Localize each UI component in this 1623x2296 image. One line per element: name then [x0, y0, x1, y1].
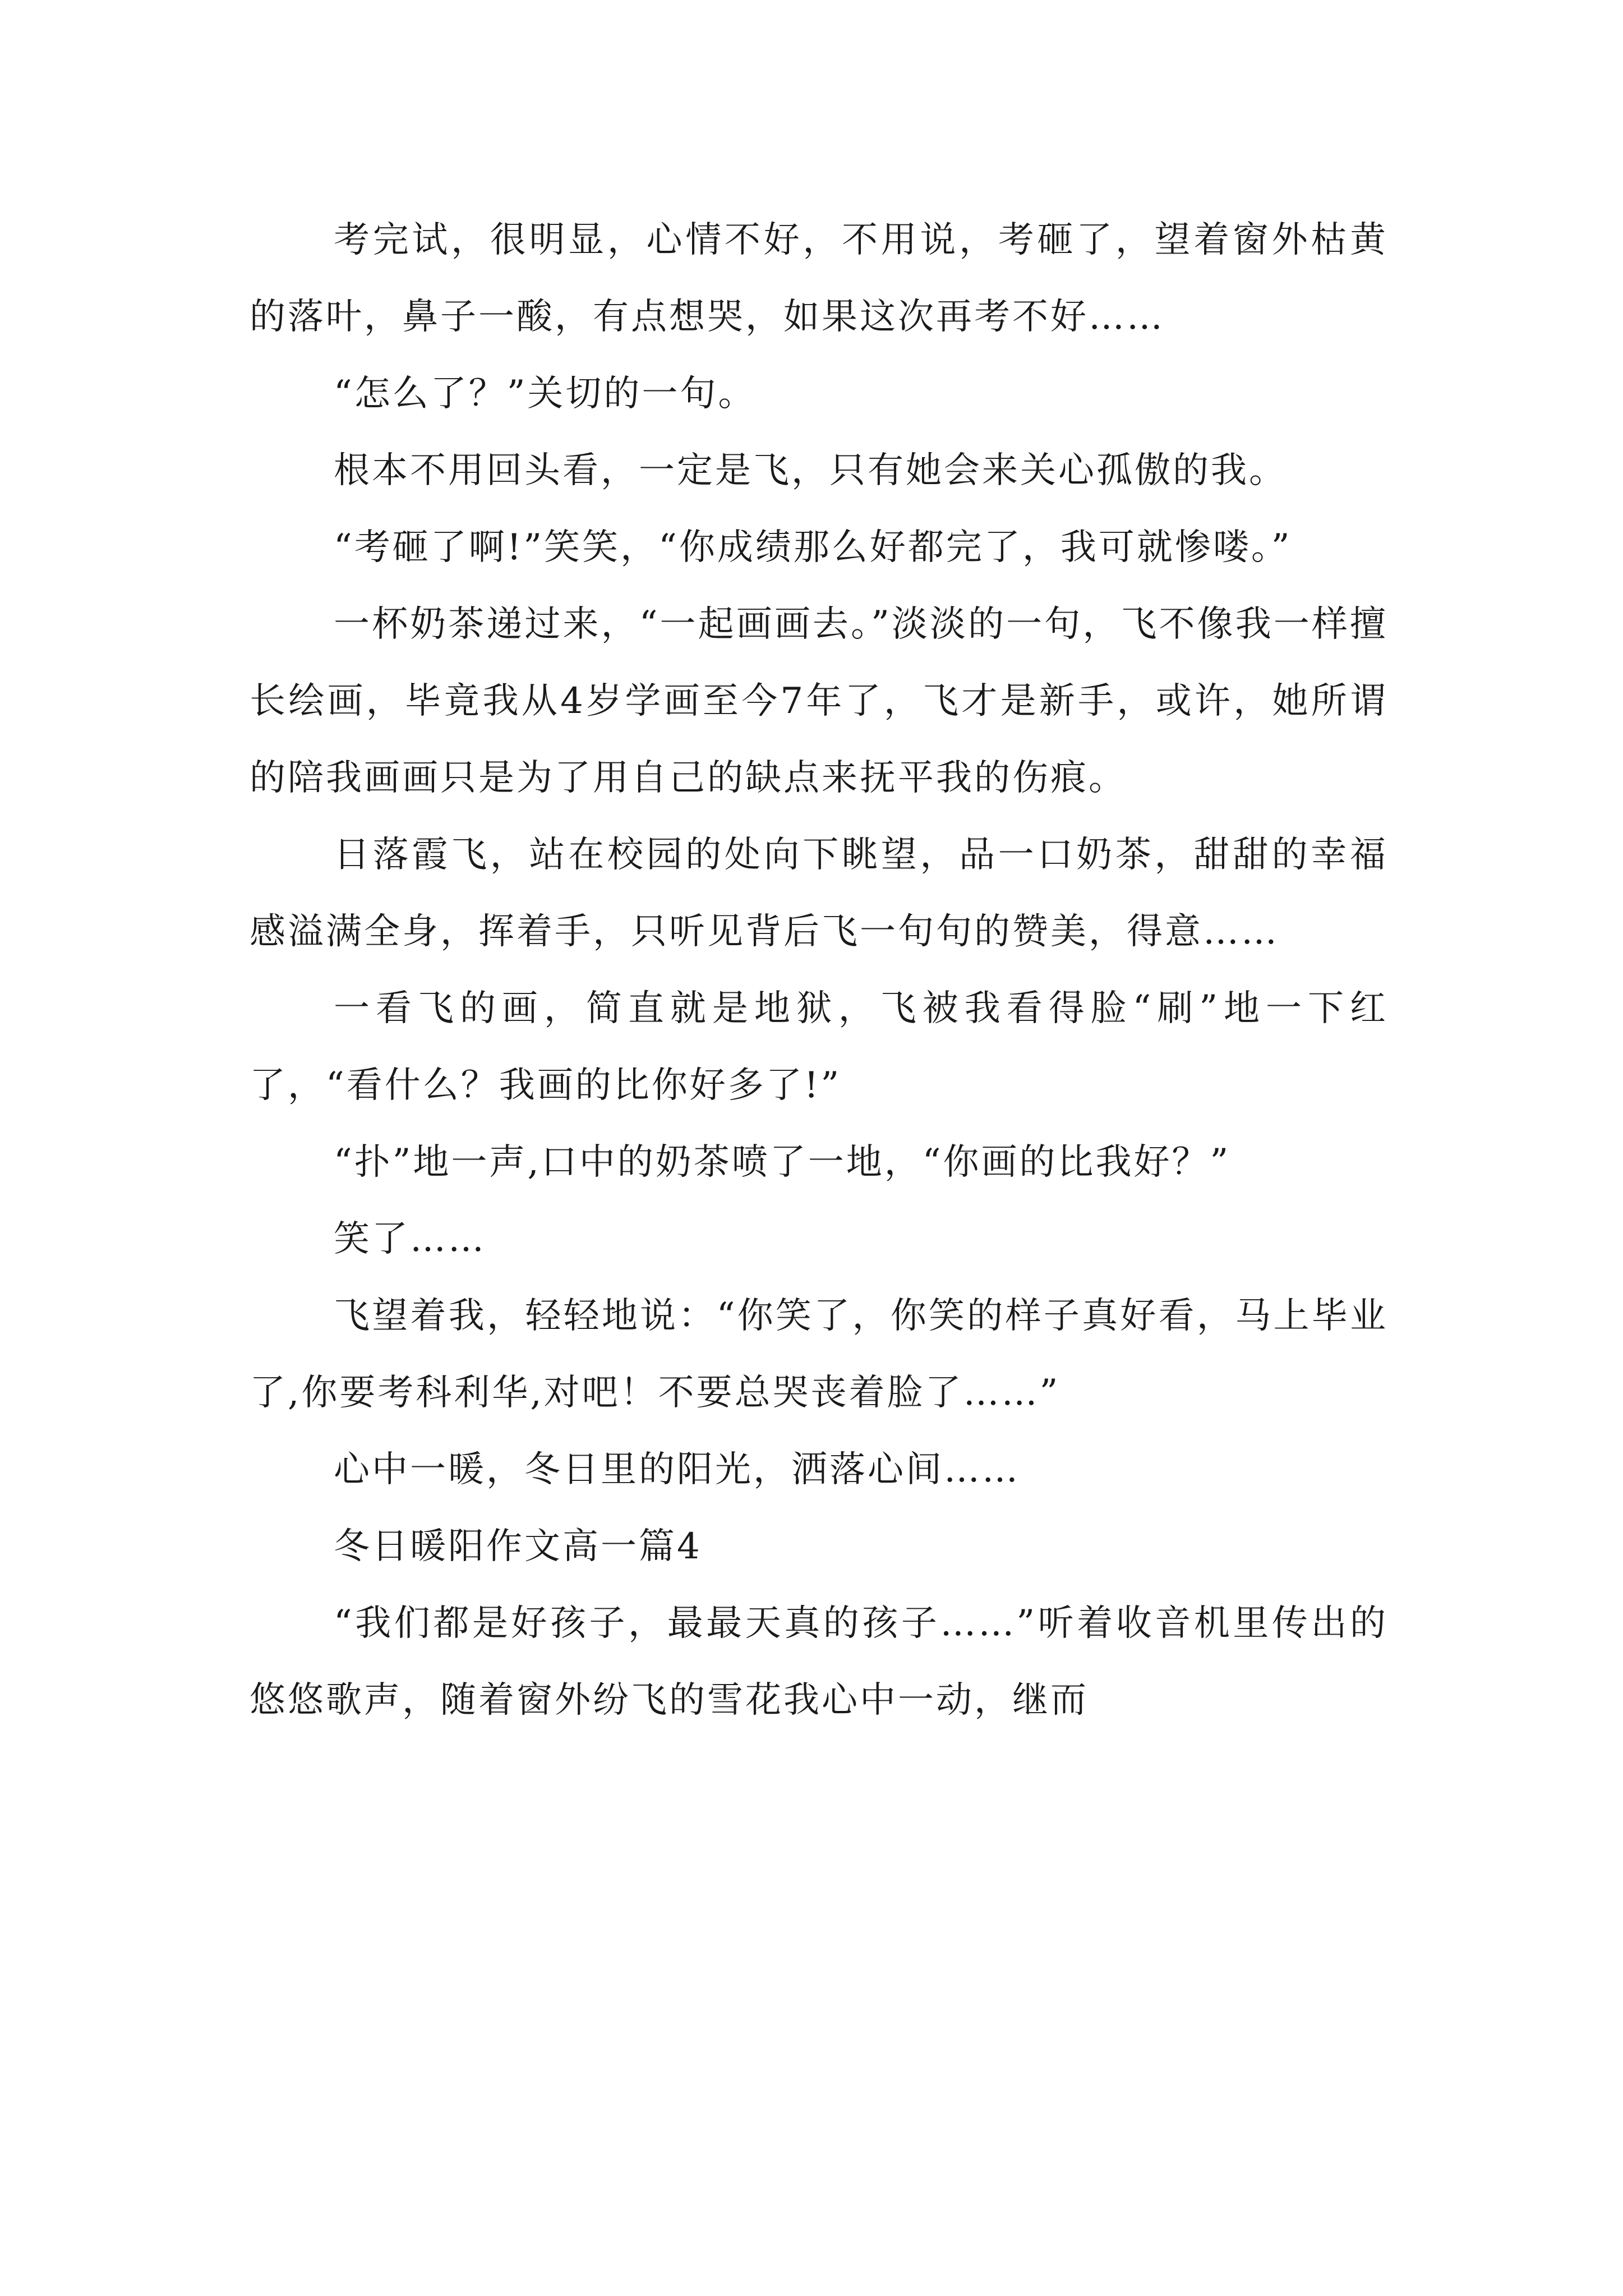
- paragraph: 心中一暖，冬日里的阳光，洒落心间……: [334, 1449, 1020, 1490]
- paragraph: 一看飞的画，简直就是地狱，飞被我看得脸“刷”地一下红了，“看什么？我画的比你好多了!”: [250, 988, 1388, 1106]
- paragraph: “怎么了？”关切的一句。: [334, 373, 757, 415]
- paragraph: “考砸了啊!”笑笑，“你成绩那么好都完了，我可就惨喽。”: [334, 527, 1292, 568]
- paragraph: 考完试，很明显，心情不好，不用说，考砸了，望着窗外枯黄的落叶，鼻子一酸，有点想哭，如果这次再考不好……: [250, 219, 1388, 338]
- paragraph: 飞望着我，轻轻地说：“你笑了，你笑的样子真好看，马上毕业了,你要考科利华,对吧！不要总哭丧着脸了……”: [250, 1295, 1388, 1414]
- document-body: [250, 202, 1388, 1739]
- paragraph: 笑了……: [334, 1218, 486, 1260]
- paragraph: “扑”地一声,口中的奶茶喷了一地，“你画的比我好？”: [334, 1142, 1231, 1183]
- section-heading: 冬日暖阳作文高一篇4: [334, 1526, 702, 1567]
- paragraph: 一杯奶茶递过来，“一起画画去。”淡淡的一句，飞不像我一样擅长绘画，毕竟我从4岁学画至今7年了，飞才是新手，或许，她所谓的陪我画画只是为了用自己的缺点来抚平我的伤痕。: [250, 604, 1388, 799]
- paragraph: 日落霞飞，站在校园的处向下眺望，品一口奶茶，甜甜的幸福感溢满全身，挥着手，只听见背后飞一句句的赞美，得意……: [250, 834, 1388, 953]
- paragraph: “我们都是好孩子，最最天真的孩子……”听着收音机里传出的悠悠歌声，随着窗外纷飞的雪花我心中一动，继而: [250, 1603, 1388, 1721]
- paragraph: 根本不用回头看，一定是飞，只有她会来关心孤傲的我。: [334, 450, 1287, 491]
